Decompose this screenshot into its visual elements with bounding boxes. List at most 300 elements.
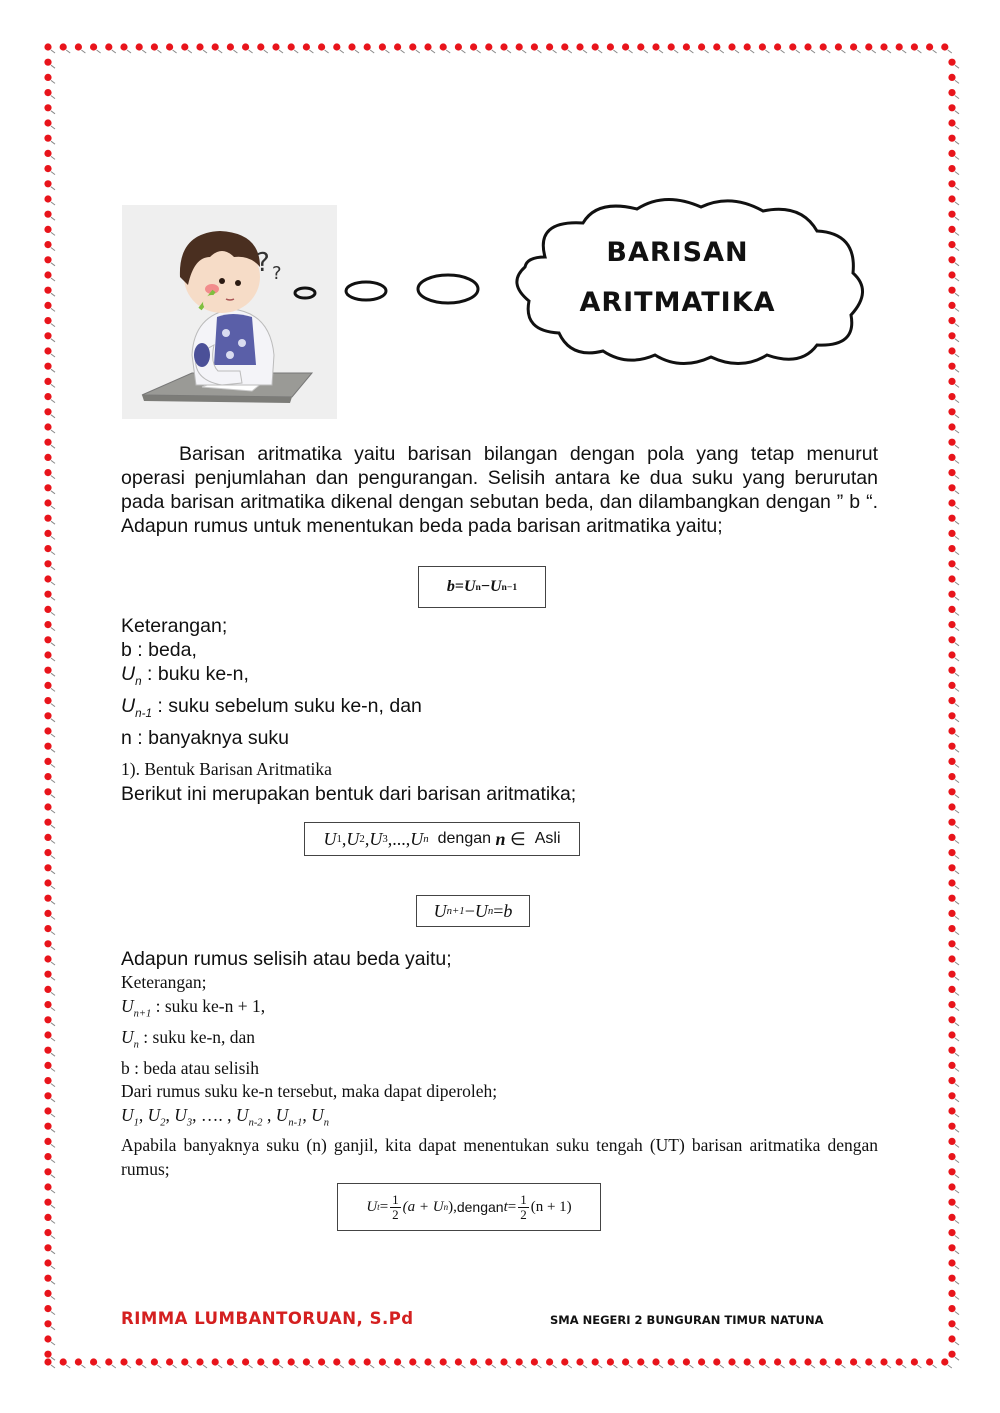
thought-bubbles <box>290 270 490 310</box>
border-tick <box>955 1144 959 1147</box>
svg-text:?: ? <box>256 248 270 278</box>
un1-text: : suku sebelum suku ke-n, dan <box>152 694 422 717</box>
border-tick <box>51 369 55 372</box>
border-dot <box>44 1290 51 1297</box>
border-dot <box>44 803 51 810</box>
border-tick <box>955 1114 959 1117</box>
border-dot <box>698 1358 705 1365</box>
border-dot <box>948 89 955 96</box>
ft-frac2 <box>518 1193 529 1222</box>
border-dot <box>531 1358 538 1365</box>
border-dot <box>546 1358 553 1365</box>
border-tick <box>568 1365 572 1368</box>
border-dot <box>744 1358 751 1365</box>
border-dot <box>318 1358 325 1365</box>
border-tick <box>955 217 959 220</box>
formula-suku-tengah <box>337 1183 601 1231</box>
border-dot <box>105 43 112 50</box>
seq-dots: , …. , <box>192 1104 236 1125</box>
border-tick <box>765 1365 769 1368</box>
border-dot <box>44 1031 51 1038</box>
border-tick <box>955 445 959 448</box>
border-dot <box>850 1358 857 1365</box>
border-tick <box>249 50 253 53</box>
border-tick <box>446 1365 450 1368</box>
border-tick <box>955 749 959 752</box>
border-dot <box>500 1358 507 1365</box>
border-dot <box>44 454 51 461</box>
ft-eq: = <box>379 1198 389 1215</box>
border-dot <box>44 165 51 172</box>
border-tick <box>157 50 161 53</box>
border-tick <box>51 506 55 509</box>
border-dot <box>622 1358 629 1365</box>
border-tick <box>401 1365 405 1368</box>
border-dot <box>546 43 553 50</box>
cloud-title <box>540 228 815 328</box>
border-tick <box>51 1365 55 1368</box>
border-dot <box>44 302 51 309</box>
border-tick <box>157 1365 161 1368</box>
border-tick <box>51 992 55 995</box>
border-dot <box>948 256 955 263</box>
border-tick <box>955 825 959 828</box>
s2-derive: Dari rumus suku ke-n tersebut, maka dapat diperoleh; <box>121 1081 498 1101</box>
border-tick <box>51 977 55 980</box>
border-tick <box>51 1251 55 1254</box>
border-dot <box>948 788 955 795</box>
border-dot <box>44 575 51 582</box>
border-tick <box>955 111 959 114</box>
border-tick <box>51 552 55 555</box>
border-tick <box>948 1365 952 1368</box>
border-tick <box>51 658 55 661</box>
s2-un-text: : suku ke-n, dan <box>138 1026 256 1047</box>
border-dot <box>227 1358 234 1365</box>
seq-s2: 2 <box>160 1117 166 1128</box>
un-sub: n <box>135 674 142 688</box>
border-dot <box>44 378 51 385</box>
border-tick <box>955 1312 959 1315</box>
border-dot <box>948 378 955 385</box>
border-dot <box>948 1077 955 1084</box>
fb-un: U <box>410 828 424 849</box>
border-tick <box>51 1068 55 1071</box>
fb-n: n <box>495 828 506 849</box>
border-dot <box>804 1358 811 1365</box>
border-dot <box>948 636 955 643</box>
border-dot <box>44 332 51 339</box>
border-tick <box>492 1365 496 1368</box>
border-dot <box>44 59 51 66</box>
border-tick <box>51 1357 55 1360</box>
border-dot <box>44 910 51 917</box>
border-tick <box>127 50 131 53</box>
border-dot <box>948 803 955 810</box>
border-tick <box>955 506 959 509</box>
border-dot <box>44 1259 51 1266</box>
border-tick <box>750 1365 754 1368</box>
border-dot <box>948 241 955 248</box>
border-dot <box>948 1214 955 1221</box>
border-tick <box>264 50 268 53</box>
border-tick <box>51 1053 55 1056</box>
border-dot <box>637 1358 644 1365</box>
border-dot <box>789 43 796 50</box>
border-dot <box>948 743 955 750</box>
border-dot <box>60 1358 67 1365</box>
border-tick <box>461 1365 465 1368</box>
border-dot <box>44 408 51 415</box>
border-dot <box>713 1358 720 1365</box>
border-dot <box>44 636 51 643</box>
border-dot <box>44 712 51 719</box>
seq-u3: U <box>174 1104 187 1125</box>
border-dot <box>948 591 955 598</box>
border-dot <box>44 469 51 476</box>
border-dot <box>44 256 51 263</box>
border-tick <box>955 916 959 919</box>
border-tick <box>416 1365 420 1368</box>
border-tick <box>477 1365 481 1368</box>
fb-asli: Asli <box>534 830 561 847</box>
border-tick <box>705 1365 709 1368</box>
border-dot <box>44 1001 51 1008</box>
border-dot <box>44 317 51 324</box>
border-tick <box>507 1365 511 1368</box>
border-dot <box>607 1358 614 1365</box>
border-dot <box>44 545 51 552</box>
border-dot <box>272 1358 279 1365</box>
border-dot <box>516 1358 523 1365</box>
border-dot <box>318 43 325 50</box>
border-dot <box>948 302 955 309</box>
border-tick <box>955 886 959 889</box>
ft-close: ), <box>448 1198 457 1215</box>
border-dot <box>948 1016 955 1023</box>
ft-t2: t <box>503 1198 508 1215</box>
border-dot <box>44 43 51 50</box>
border-dot <box>948 895 955 902</box>
border-dot <box>804 43 811 50</box>
border-tick <box>340 1365 344 1368</box>
footer-author: RIMMA LUMBANTORUAN, S.Pd <box>121 1309 414 1328</box>
border-tick <box>933 1365 937 1368</box>
ft-u: U <box>366 1198 378 1215</box>
border-tick <box>955 673 959 676</box>
border-dot <box>44 211 51 218</box>
border-tick <box>51 734 55 737</box>
ft-t: t <box>377 1202 380 1212</box>
border-dot <box>948 606 955 613</box>
border-dot <box>44 393 51 400</box>
border-dot <box>424 43 431 50</box>
border-tick <box>955 582 959 585</box>
border-dot <box>576 1358 583 1365</box>
border-tick <box>735 1365 739 1368</box>
border-tick <box>355 1365 359 1368</box>
border-dot <box>759 43 766 50</box>
border-tick <box>51 719 55 722</box>
border-dot <box>44 135 51 142</box>
svg-text:?: ? <box>272 263 282 284</box>
border-dot <box>652 43 659 50</box>
border-tick <box>568 50 572 53</box>
border-tick <box>955 1053 959 1056</box>
border-dot <box>455 43 462 50</box>
border-dot <box>44 530 51 537</box>
border-dot <box>151 43 158 50</box>
keterangan-b: b : beda, <box>121 639 197 661</box>
border-tick <box>955 156 959 159</box>
fb-dengan: dengan <box>437 830 492 847</box>
cloud-title-line1: BARISAN <box>606 237 749 268</box>
border-dot <box>44 1077 51 1084</box>
border-tick <box>955 597 959 600</box>
border-tick <box>841 1365 845 1368</box>
border-tick <box>416 50 420 53</box>
border-dot <box>683 43 690 50</box>
border-tick <box>218 1365 222 1368</box>
border-dot <box>333 43 340 50</box>
border-tick <box>841 50 845 53</box>
border-tick <box>583 1365 587 1368</box>
border-tick <box>51 1266 55 1269</box>
border-tick <box>659 1365 663 1368</box>
border-tick <box>51 704 55 707</box>
border-tick <box>955 992 959 995</box>
border-tick <box>51 460 55 463</box>
border-tick <box>955 932 959 935</box>
border-tick <box>613 50 617 53</box>
fs-s1: n+1 <box>446 905 465 917</box>
formula-beda-b: b <box>446 578 455 595</box>
border-dot <box>948 1183 955 1190</box>
fb-dots: ... <box>392 828 406 849</box>
border-dot <box>44 864 51 871</box>
border-tick <box>51 141 55 144</box>
border-tick <box>51 810 55 813</box>
border-dot <box>44 1092 51 1099</box>
border-tick <box>955 339 959 342</box>
border-dot <box>948 363 955 370</box>
border-dot <box>44 955 51 962</box>
border-tick <box>522 50 526 53</box>
border-dot <box>948 1290 955 1297</box>
border-tick <box>188 1365 192 1368</box>
border-dot <box>364 1358 371 1365</box>
border-tick <box>955 141 959 144</box>
border-tick <box>955 187 959 190</box>
border-tick <box>674 50 678 53</box>
footer-school: SMA NEGERI 2 BUNGURAN TIMUR NATUNA <box>550 1313 824 1327</box>
border-dot <box>348 43 355 50</box>
border-dot <box>948 150 955 157</box>
border-tick <box>51 795 55 798</box>
border-dot <box>348 1358 355 1365</box>
border-tick <box>955 248 959 251</box>
border-tick <box>51 126 55 129</box>
border-dot <box>44 819 51 826</box>
border-tick <box>955 552 959 555</box>
border-tick <box>294 1365 298 1368</box>
border-dot <box>948 104 955 111</box>
border-dot <box>774 1358 781 1365</box>
border-dot <box>44 925 51 932</box>
border-dot <box>713 43 720 50</box>
border-dot <box>948 712 955 719</box>
border-tick <box>955 856 959 859</box>
border-dot <box>948 758 955 765</box>
border-tick <box>385 1365 389 1368</box>
un-symbol: U <box>121 663 136 685</box>
border-tick <box>613 1365 617 1368</box>
border-tick <box>720 1365 724 1368</box>
formula-beda-minus: − <box>480 578 490 595</box>
border-dot <box>44 1047 51 1054</box>
border-tick <box>264 1365 268 1368</box>
border-dot <box>44 1062 51 1069</box>
border-tick <box>955 293 959 296</box>
border-tick <box>917 1365 921 1368</box>
border-dot <box>44 1123 51 1130</box>
border-dot <box>948 621 955 628</box>
border-tick <box>720 50 724 53</box>
border-tick <box>51 1129 55 1132</box>
border-dot <box>948 1351 955 1358</box>
border-dot <box>948 1031 955 1038</box>
border-tick <box>955 1266 959 1269</box>
border-dot <box>455 1358 462 1365</box>
border-tick <box>955 430 959 433</box>
seq-un2: U <box>235 1104 249 1125</box>
border-dot <box>865 1358 872 1365</box>
border-tick <box>955 1129 959 1132</box>
border-tick <box>66 50 70 53</box>
border-tick <box>689 50 693 53</box>
intro-paragraph: Barisan aritmatika yaitu barisan bilangan dengan pola yang tetap menurut operasi penjumlahan dan pengurangan. Selisih antara ke dua suku yang berurutan pada barisan aritmatika dikenal dengan sebutan beda, dan dilambangkan dengan ” b “. Adapun rumus untuk menentukan beda pada barisan aritmatika yaitu; <box>121 443 878 537</box>
border-dot <box>668 1358 675 1365</box>
seq-sn: n <box>323 1117 329 1128</box>
border-tick <box>233 1365 237 1368</box>
border-tick <box>781 50 785 53</box>
border-dot <box>948 423 955 430</box>
border-tick <box>955 536 959 539</box>
border-dot <box>592 1358 599 1365</box>
border-tick <box>51 1099 55 1102</box>
border-dot <box>44 241 51 248</box>
border-tick <box>826 1365 830 1368</box>
border-tick <box>51 217 55 220</box>
border-tick <box>933 50 937 53</box>
border-dot <box>44 1107 51 1114</box>
border-tick <box>811 1365 815 1368</box>
border-dot <box>948 180 955 187</box>
s2-un-sub: n <box>133 1039 139 1050</box>
border-dot <box>379 1358 386 1365</box>
border-tick <box>112 50 116 53</box>
border-dot <box>948 1244 955 1251</box>
border-dot <box>44 439 51 446</box>
border-dot <box>394 1358 401 1365</box>
formula-bentuk: U 1 , U 2 , U 3 , ... , U n dengan n ∈ Asli <box>304 822 580 856</box>
border-dot <box>948 879 955 886</box>
border-dot <box>196 1358 203 1365</box>
border-tick <box>97 50 101 53</box>
border-tick <box>948 50 952 53</box>
border-dot <box>44 180 51 187</box>
border-dot <box>948 1229 955 1236</box>
border-tick <box>81 1365 85 1368</box>
border-tick <box>51 597 55 600</box>
border-tick <box>955 1190 959 1193</box>
border-dot <box>948 317 955 324</box>
border-dot <box>288 1358 295 1365</box>
border-dot <box>948 545 955 552</box>
border-tick <box>674 1365 678 1368</box>
border-dot <box>880 43 887 50</box>
fb-u2: U <box>346 828 360 849</box>
border-tick <box>955 232 959 235</box>
border-dot <box>44 1229 51 1236</box>
border-dot <box>288 43 295 50</box>
border-tick <box>51 1190 55 1193</box>
border-tick <box>127 1365 131 1368</box>
border-dot <box>948 955 955 962</box>
border-tick <box>370 1365 374 1368</box>
border-dot <box>948 773 955 780</box>
border-tick <box>796 1365 800 1368</box>
border-tick <box>188 50 192 53</box>
border-dot <box>136 43 143 50</box>
border-tick <box>583 50 587 53</box>
border-tick <box>644 1365 648 1368</box>
ft-n: n <box>443 1202 449 1212</box>
border-dot <box>576 43 583 50</box>
fb-sn: n <box>423 833 429 845</box>
border-tick <box>955 1023 959 1026</box>
border-tick <box>955 901 959 904</box>
keterangan-un <box>121 662 721 694</box>
border-tick <box>142 50 146 53</box>
border-dot <box>948 165 955 172</box>
border-tick <box>51 1084 55 1087</box>
un-text: : buku ke-n, <box>141 663 249 685</box>
fs-b: b <box>503 900 513 921</box>
formula-beda <box>418 566 546 608</box>
border-tick <box>492 50 496 53</box>
border-tick <box>81 50 85 53</box>
border-tick <box>955 1281 959 1284</box>
section1-intro: Berikut ini merupakan bentuk dari barisan aritmatika; <box>121 783 577 805</box>
border-dot <box>166 43 173 50</box>
border-tick <box>51 643 55 646</box>
border-tick <box>902 1365 906 1368</box>
border-tick <box>401 50 405 53</box>
border-tick <box>955 126 959 129</box>
ft-frac1 <box>390 1193 401 1222</box>
border-dot <box>948 135 955 142</box>
border-dot <box>820 43 827 50</box>
border-tick <box>659 50 663 53</box>
border-dot <box>948 1153 955 1160</box>
border-tick <box>51 248 55 251</box>
border-tick <box>955 977 959 980</box>
border-tick <box>735 50 739 53</box>
suku-tengah-paragraph: Apabila banyaknya suku (n) ganjil, kita dapat menentukan suku tengah (UT) barisan aritmatika dengan rumus; <box>121 1135 878 1179</box>
border-dot <box>120 1358 127 1365</box>
border-tick <box>51 65 55 68</box>
